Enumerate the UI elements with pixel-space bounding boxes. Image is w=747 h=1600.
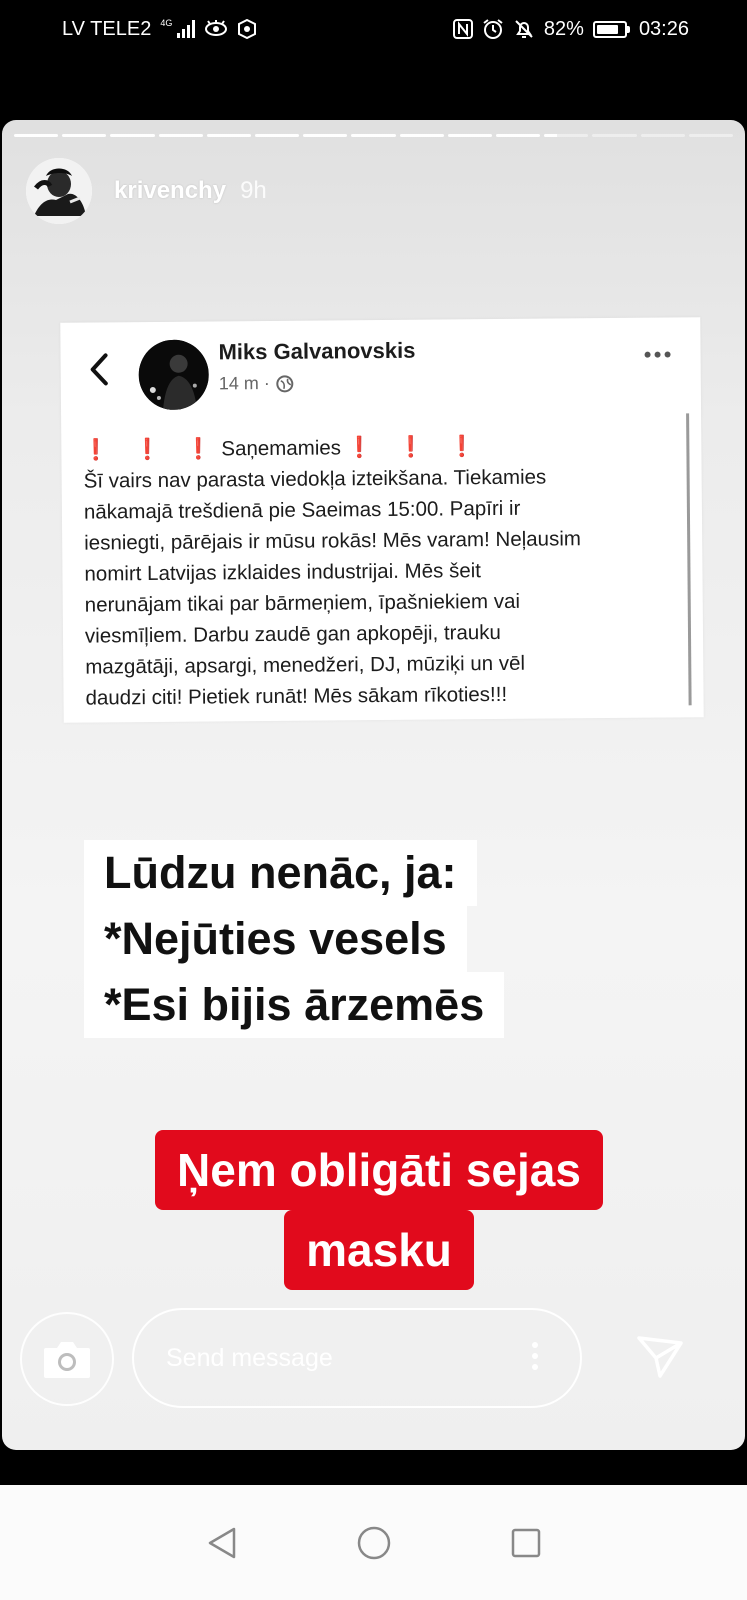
mask-line: Ņem obligāti sejas [155,1130,603,1210]
story-time-ago: 9h [240,177,267,204]
story-progress-segment [62,134,106,137]
info-text-sticker [84,840,504,1038]
story-progress-segment [303,134,347,137]
story-progress-segment [159,134,203,137]
post-line: ❗ ❗ ❗Saņemamies ❗ ❗ ❗ [83,435,485,462]
eye-icon [204,20,228,38]
story-username[interactable]: krivenchy [114,177,227,204]
mask-text-sticker [98,1130,660,1290]
info-line: *Esi bijis ārzemēs [84,972,504,1038]
alarm-icon [482,18,504,40]
story-progress-segment [689,134,733,137]
user-avatar[interactable] [26,158,92,224]
story-progress-segment [448,134,492,137]
mask-line: masku [284,1210,474,1290]
story-view[interactable] [2,120,745,1450]
more-horizontal-icon [645,351,671,357]
info-line: *Nejūties vesels [84,906,467,972]
bell-off-icon [513,18,535,40]
nfc-icon [453,19,473,39]
story-progress-segment [351,134,395,137]
post-body [83,429,681,713]
status-bar [0,0,747,58]
post-line: iesniegti, pārējais ir mūsu rokās! Mēs varam! Neļausim [84,527,582,555]
recents-nav-icon[interactable] [510,1527,542,1559]
post-timestamp: 14 m · [218,372,270,394]
battery-percent: 82% [543,17,584,40]
camera-button[interactable] [20,1312,114,1406]
facebook-post-screenshot [60,317,703,723]
shield-app-icon [237,19,257,39]
home-nav-icon[interactable] [356,1525,392,1561]
post-author-avatar [138,340,209,411]
send-icon[interactable] [636,1335,684,1379]
post-meta [219,373,294,395]
network-type: 4G [160,18,173,28]
story-header [26,158,267,224]
battery-icon [593,21,630,38]
story-progress-segment [110,134,154,137]
status-left [62,18,257,41]
story-progress-segment [544,134,588,137]
more-vertical-icon[interactable] [532,1342,538,1370]
carrier-label: LV TELE2 [62,17,152,40]
post-line: Šī vairs nav parasta viedokļa izteikšana. Tiekamies [83,465,547,493]
post-line: nerunājam tikai par bārmeņiem, īpašniekiem vai [84,589,521,617]
exclamation-emoji: ❗ ❗ ❗ [346,435,485,460]
camera-icon [42,1338,92,1380]
status-right [453,18,689,41]
chevron-left-icon [89,352,111,386]
story-progress-segment [496,134,540,137]
globe-icon [276,374,294,392]
post-author-name: Miks Galvanovskis [218,337,416,365]
story-progress-segment [207,134,251,137]
post-line: nomirt Latvijas izklaides industrijai. Mēs šeit [84,559,482,586]
back-nav-icon[interactable] [206,1526,238,1560]
message-placeholder: Send message [166,1343,333,1372]
post-line: viesmīļiem. Darbu zaudē gan apkopēji, trauku [84,620,502,648]
story-progress-segment [400,134,444,137]
story-progress-segment [641,134,685,137]
info-line: Lūdzu nenāc, ja: [84,840,477,906]
post-line: daudzi citi! Pietiek runāt! Mēs sākam rīkoties!!! [85,682,508,710]
system-nav-bar [0,1485,747,1600]
story-progress-segment [255,134,299,137]
exclamation-emoji: ❗ ❗ ❗ [83,437,222,462]
post-line: mazgātāji, apsargi, menedžeri, DJ, mūziķi un vēl [85,651,526,679]
post-line: nākamajā trešdienā pie Saeimas 15:00. Papīri ir [83,496,521,524]
story-progress-segment [14,134,58,137]
story-progress-segment [592,134,636,137]
send-message-input[interactable] [132,1308,582,1408]
story-progress-bar [14,134,733,137]
signal-icon [177,20,195,38]
clock: 03:26 [638,17,689,40]
post-scrollbar [686,413,692,705]
